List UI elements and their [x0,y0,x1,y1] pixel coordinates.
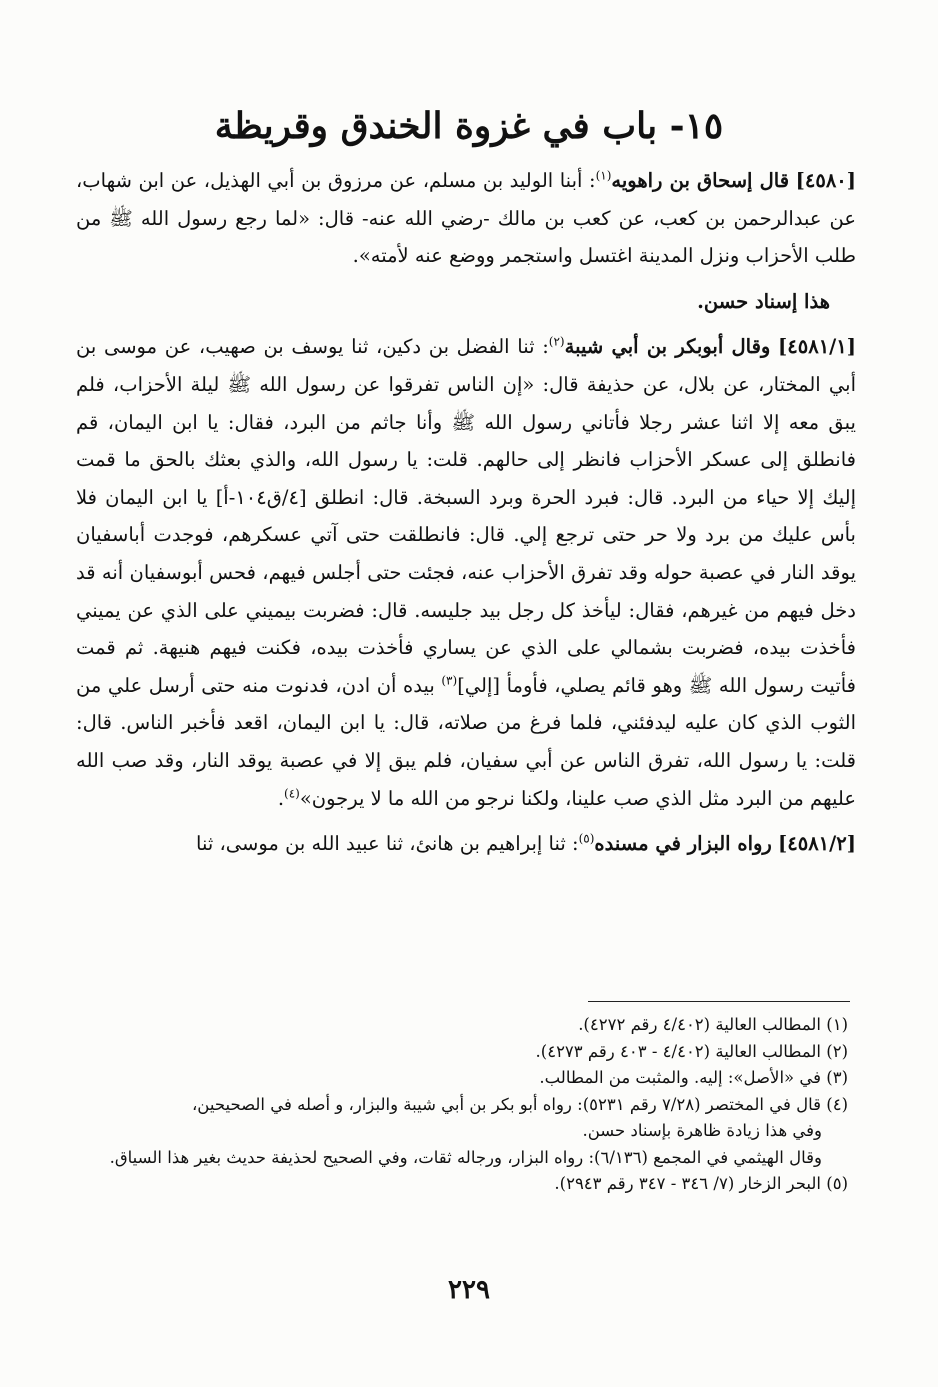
footnotes [88,1012,848,1198]
footnote-marker: (٤) [284,786,300,800]
hadith-text: : ثنا إبراهيم بن هانئ، ثنا عبيد الله بن موسى، ثنا [196,832,579,856]
entry-number: [٤٥٨١/٢] [778,832,856,856]
hadith-entry-4580 [76,162,856,275]
narrator-line: وقال أبوبكر بن أبي شيبة [564,335,771,359]
footnote-4: (٤) قال في المختصر (٧/٢٨ رقم ٥٢٣١): رواه أبو بكر بن أبي شيبة والبزار، و أصله في الصحيحين، [191,1094,848,1114]
narrator-line: رواه البزار في مسنده [594,832,772,856]
narrator-line: قال إسحاق بن راهويه [611,169,790,192]
main-text [76,162,856,871]
hadith-entry-4581-1 [76,328,856,817]
footnote-2: (٢) المطالب العالية (٤/٤٠٢ - ٤٠٣ رقم ٤٢٧٣). [535,1041,848,1061]
footnote-marker: (٢) [548,334,565,349]
entry-number: [٤٥٨٠] [795,169,857,192]
footnote-3: (٣) في «الأصل»: إليه. والمثبت من المطالب. [539,1068,848,1087]
footnote-marker: (١) [595,168,612,183]
hadith-text: : أبنا الوليد بن مسلم، عن مرزوق بن أبي الهذيل، عن ابن شهاب، عن عبدالرحمن بن كعب، عن كعب بن مالك -رضي الله عنه- قال: «لما رجع رسول الله ﷺ من طلب الأحزاب ونزل المدينة اغتسل واستجمر ووضع عنه لأمته». [76,169,856,268]
hadith-text: : ثنا الفضل بن دكين، ثنا يوسف بن صهيب، عن موسى بن أبي المختار، عن بلال، عن حذيفة قال: «إن الناس تفرقوا عن رسول الله ﷺ ليلة الأحزاب، فلم يبق معه إلا اثنا عشر رجلا فأتاني رسول الله ﷺ وأنا جاثم من البرد، فقال: يا ابن اليمان، قم فانطلق إلى عسكر الأحزاب فانظر إلى حالهم. قلت: يا رسول الله، والذي بعثك بالحق ما قمت إليك إلا حياء من البرد. قال: فبرد الحرة وبرد السبخة. قال: انطلق [٤/ق١٠٤-أ] يا ابن اليمان فلا بأس عليك من برد ولا حر حتى ترجع إلي. قال: فانطلقت حتى آتي عسكرهم، فوجدت أباسفيان يوقد النار في عصبة حوله وقد تفرق الأحزاب عنه، فجئت حتى أجلس فيهم، فحس أبوسفيان أنه قد دخل فيهم من غيرهم، فقال: ليأخذ كل رجل بيد جليسه. قال: فضربت بيميني على الذي عن يميني فأخذت بيده، فضربت بشمالي على الذي عن يساري فأخذت بيده، فكنت فيهم هنيهة. ثم قمت فأتيت رسول الله ﷺ وهو قائم يصلي، فأومأ [إلي] [76,335,857,697]
hadith-text-end: . [277,786,285,810]
footnote-4-continued: وفي هذا زيادة ظاهرة بإسناد حسن. [582,1121,822,1140]
footnote-1: (١) المطالب العالية (٤/٤٠٢ رقم ٤٢٧٢). [578,1015,848,1034]
entry-number: [٤٥٨١/١] [778,335,857,359]
hadith-entry-4581-2 [76,825,856,863]
hadith-text-continued: بيده أن ادن، فدنوت منه حتى أرسل علي من الثوب الذي كان عليه ليدفئني، فلما فرغ من صلاته، قال: يا ابن اليمان، اقعد فأخبر الناس. قال: قلت: يا رسول الله، تفرق الناس عن أبي سفيان، فلم يبق إلا في عصبة يوقد النار، وقد صب الله عليهم من البرد مثل الذي صب علينا، ولكنا نرجو من الله ما لا يرجون» [76,673,856,810]
footnote-5: (٥) البحر الزخار (٧/ ٣٤٦ - ٣٤٧ رقم ٢٩٤٣). [554,1174,848,1193]
chapter-title: ١٥- باب في غزوة الخندق وقريظة [214,105,724,147]
footnote-marker: (٣) [441,673,458,688]
footnote-divider [588,1001,850,1002]
footnote-4-haythami: وقال الهيثمي في المجمع (٦/١٣٦): رواه البزار، ورجاله ثقات، وفي الصحيح لحذيفة حديث بغير هذا السياق. [109,1147,822,1167]
page-number: ٢٢٩ [448,1275,490,1305]
isnad-verdict: هذا إسناد حسن. [697,289,830,313]
footnote-marker: (٥) [578,831,595,846]
